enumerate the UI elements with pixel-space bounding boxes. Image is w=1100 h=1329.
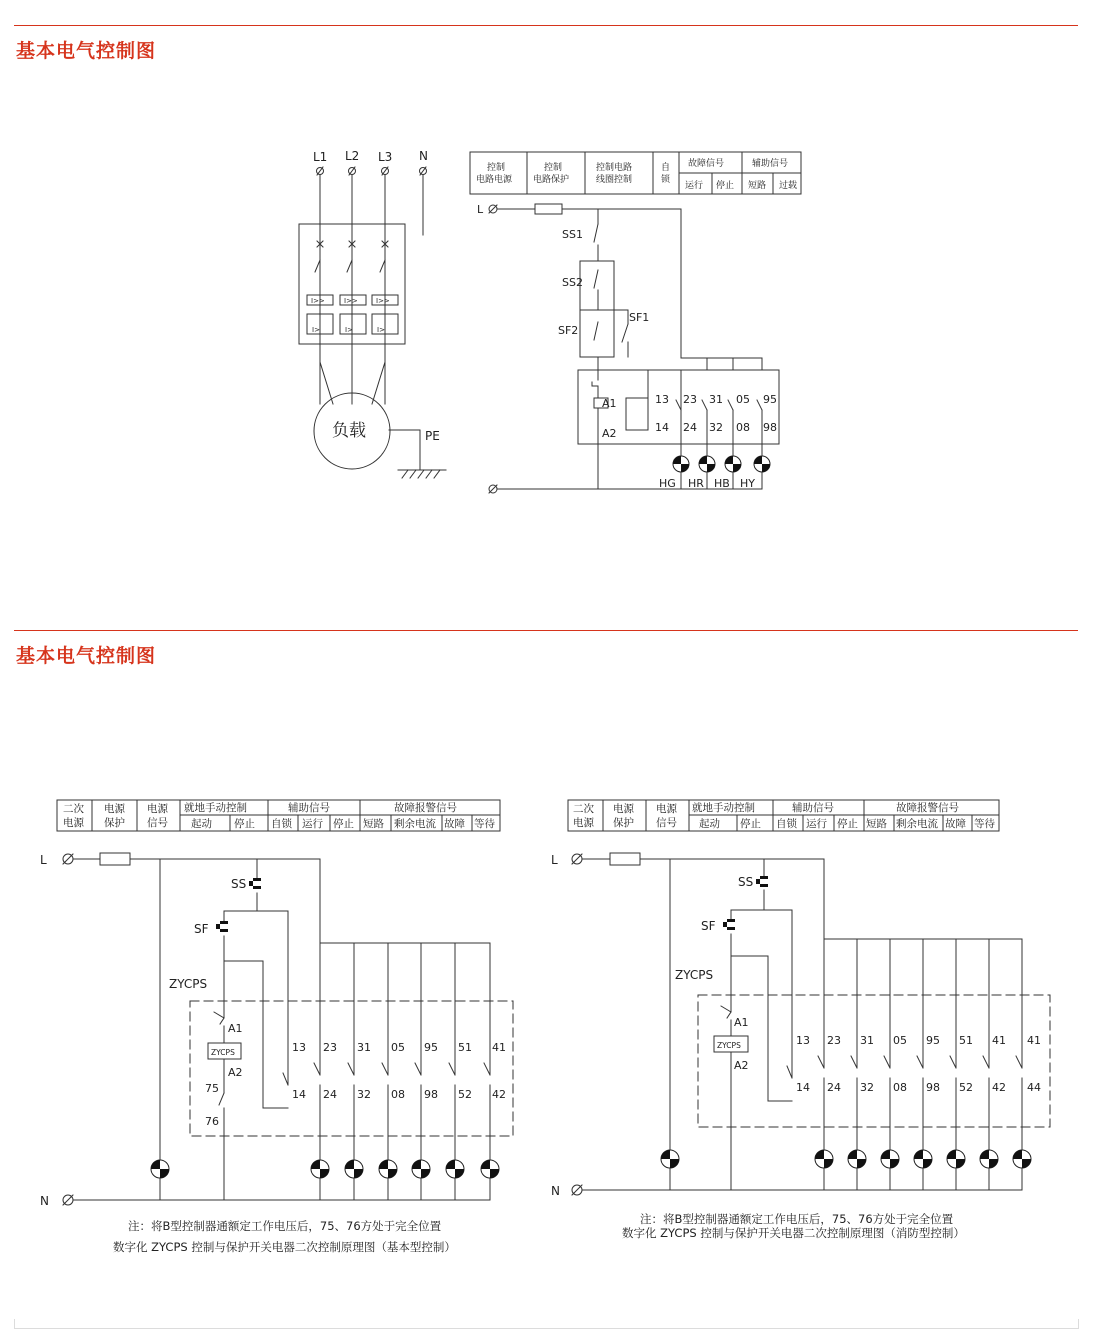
lamp [980, 1150, 998, 1168]
lamp [379, 1160, 397, 1178]
svg-text:电源: 电源 [656, 803, 677, 815]
svg-text:线圈控制: 线圈控制 [596, 175, 633, 185]
svg-text:电源: 电源 [104, 803, 125, 815]
svg-text:二次: 二次 [573, 803, 594, 815]
svg-text:电源: 电源 [63, 817, 84, 829]
svg-text:13: 13 [292, 1041, 306, 1054]
svg-text:SS: SS [738, 875, 754, 889]
svg-text:ZYCPS: ZYCPS [717, 1041, 741, 1050]
label-l3: L3 [378, 150, 393, 164]
svg-text:I>>: I>> [376, 297, 390, 305]
svg-text:控制: 控制 [544, 163, 563, 173]
svg-text:电源: 电源 [573, 817, 594, 829]
lamp [914, 1150, 932, 1168]
svg-text:41: 41 [492, 1041, 506, 1054]
svg-text:52: 52 [458, 1088, 472, 1101]
lamp-hb [725, 456, 741, 472]
lamp [311, 1160, 329, 1178]
section-2-rule [14, 630, 1078, 631]
svg-text:75: 75 [205, 1082, 219, 1095]
svg-text:05: 05 [736, 393, 750, 406]
fuse [535, 204, 562, 214]
svg-text:98: 98 [424, 1088, 438, 1101]
svg-text:过载: 过载 [779, 181, 798, 191]
svg-text:运行: 运行 [302, 818, 323, 830]
svg-text:剩余电流: 剩余电流 [394, 818, 436, 830]
control-l-label: L [477, 203, 484, 216]
svg-text:故障: 故障 [945, 818, 966, 830]
control-terminals [489, 205, 497, 493]
label-l1: L1 [313, 150, 328, 164]
svg-text:51: 51 [959, 1034, 973, 1047]
right-circuit-lines [583, 853, 1050, 1190]
lamp [345, 1160, 363, 1178]
svg-text:13: 13 [655, 393, 669, 406]
svg-text:辅助信号: 辅助信号 [792, 802, 834, 814]
switch-ss2: SS2 [562, 276, 583, 289]
svg-text:故障报警信号: 故障报警信号 [394, 802, 457, 814]
svg-text:95: 95 [424, 1041, 438, 1054]
svg-text:31: 31 [357, 1041, 371, 1054]
svg-text:就地手动控制: 就地手动控制 [692, 802, 755, 814]
svg-text:自: 自 [661, 163, 671, 173]
lamp [661, 1150, 679, 1168]
section-2-title: 基本电气控制图 [16, 645, 157, 667]
svg-text:24: 24 [683, 421, 697, 434]
svg-text:起动: 起动 [191, 818, 212, 830]
svg-text:14: 14 [655, 421, 669, 434]
svg-text:SF: SF [194, 922, 209, 936]
svg-text:98: 98 [763, 421, 777, 434]
svg-text:23: 23 [323, 1041, 337, 1054]
right-note-2: 数字化 ZYCPS 控制与保护开关电器二次控制原理图（消防型控制） [622, 1226, 965, 1240]
svg-text:51: 51 [458, 1041, 472, 1054]
lamp-label-hr: HR [688, 477, 704, 490]
lamp [815, 1150, 833, 1168]
svg-text:故障报警信号: 故障报警信号 [896, 802, 959, 814]
svg-text:保护: 保护 [613, 817, 634, 829]
right-l-label: L [551, 853, 558, 867]
svg-text:电路保护: 电路保护 [533, 175, 570, 185]
right-terminals [572, 854, 582, 1195]
svg-text:等待: 等待 [974, 818, 995, 830]
svg-text:SF: SF [701, 919, 716, 933]
svg-text:52: 52 [959, 1081, 973, 1094]
coil-a2: A2 [602, 427, 617, 440]
lamp [881, 1150, 899, 1168]
svg-text:23: 23 [827, 1034, 841, 1047]
trip-labels [311, 297, 390, 334]
coil-a1: A1 [602, 397, 617, 410]
svg-text:电路电源: 电路电源 [476, 175, 513, 185]
left-diagram [40, 800, 513, 1254]
svg-text:A1: A1 [228, 1022, 243, 1035]
svg-text:保护: 保护 [104, 817, 125, 829]
lamp-label-hg: HG [659, 477, 676, 490]
lamp [412, 1160, 430, 1178]
left-terminals [63, 854, 73, 1205]
section-1-title: 基本电气控制图 [16, 40, 157, 62]
svg-text:08: 08 [893, 1081, 907, 1094]
switch-sf2: SF2 [558, 324, 579, 337]
svg-text:短路: 短路 [748, 181, 767, 191]
svg-text:I>>: I>> [311, 297, 325, 305]
left-note-2: 数字化 ZYCPS 控制与保护开关电器二次控制原理图（基本型控制） [113, 1240, 456, 1254]
left-l-label: L [40, 853, 47, 867]
main-circuit-labels [311, 149, 440, 443]
svg-text:停止: 停止 [333, 818, 354, 830]
signal-lamps [673, 456, 770, 472]
svg-text:31: 31 [709, 393, 723, 406]
main-circuit [299, 175, 446, 478]
svg-text:14: 14 [796, 1081, 810, 1094]
svg-text:SS: SS [231, 877, 247, 891]
svg-text:A1: A1 [734, 1016, 749, 1029]
left-labels [40, 853, 506, 1254]
svg-text:锁: 锁 [661, 175, 671, 185]
svg-text:自锁: 自锁 [271, 818, 292, 830]
svg-text:ZYCPS: ZYCPS [675, 968, 714, 982]
svg-text:05: 05 [893, 1034, 907, 1047]
switch-sf1: SF1 [629, 311, 650, 324]
svg-text:44: 44 [1027, 1081, 1041, 1094]
svg-text:32: 32 [709, 421, 723, 434]
svg-text:I>: I> [345, 326, 353, 334]
svg-text:信号: 信号 [147, 817, 168, 829]
svg-text:ZYCPS: ZYCPS [211, 1048, 235, 1057]
pe-label: PE [425, 429, 440, 443]
control-circuit-lines [497, 204, 779, 489]
svg-text:05: 05 [391, 1041, 405, 1054]
svg-text:故障: 故障 [444, 818, 465, 830]
lamp-hy [754, 456, 770, 472]
terminal-marks [317, 167, 427, 175]
svg-text:控制电路: 控制电路 [596, 163, 633, 173]
svg-text:I>: I> [377, 326, 385, 334]
svg-text:42: 42 [992, 1081, 1006, 1094]
lamp [151, 1160, 169, 1178]
svg-text:信号: 信号 [656, 817, 677, 829]
lamp [947, 1150, 965, 1168]
svg-text:I>: I> [312, 326, 320, 334]
svg-text:08: 08 [736, 421, 750, 434]
svg-text:辅助信号: 辅助信号 [752, 159, 789, 169]
svg-text:76: 76 [205, 1115, 219, 1128]
svg-text:A2: A2 [228, 1066, 243, 1079]
label-l2: L2 [345, 149, 360, 163]
right-controller-box [698, 995, 1050, 1127]
svg-text:24: 24 [827, 1081, 841, 1094]
left-note-1: 注：将B型控制器通额定工作电压后，75、76方处于完全位置 [128, 1219, 442, 1233]
svg-text:95: 95 [926, 1034, 940, 1047]
right-note-1: 注：将B型控制器通额定工作电压后，75、76方处于完全位置 [640, 1212, 954, 1226]
svg-text:辅助信号: 辅助信号 [288, 802, 330, 814]
svg-text:就地手动控制: 就地手动控制 [184, 802, 247, 814]
left-lamps [151, 1160, 499, 1178]
svg-text:停止: 停止 [234, 818, 255, 830]
svg-text:32: 32 [860, 1081, 874, 1094]
switch-ss1: SS1 [562, 228, 583, 241]
svg-text:A2: A2 [734, 1059, 749, 1072]
svg-text:运行: 运行 [806, 818, 827, 830]
svg-text:等待: 等待 [474, 818, 495, 830]
control-labels [477, 203, 777, 490]
svg-text:98: 98 [926, 1081, 940, 1094]
svg-text:自锁: 自锁 [776, 818, 797, 830]
right-labels [551, 853, 1041, 1240]
svg-text:二次: 二次 [63, 803, 84, 815]
svg-text:起动: 起动 [699, 818, 720, 830]
svg-text:停止: 停止 [716, 181, 735, 191]
svg-text:剩余电流: 剩余电流 [896, 818, 938, 830]
load-label: 负载 [332, 421, 366, 441]
svg-text:41: 41 [992, 1034, 1006, 1047]
svg-text:23: 23 [683, 393, 697, 406]
svg-text:电源: 电源 [613, 803, 634, 815]
label-n: N [419, 149, 428, 163]
svg-text:ZYCPS: ZYCPS [169, 977, 208, 991]
svg-text:电源: 电源 [147, 803, 168, 815]
svg-text:故障信号: 故障信号 [688, 159, 725, 169]
svg-text:控制: 控制 [487, 163, 506, 173]
lamp-hg [673, 456, 689, 472]
svg-text:短路: 短路 [363, 818, 384, 830]
lamp-label-hy: HY [740, 477, 755, 490]
control-header-text [476, 157, 797, 191]
right-diagram [551, 800, 1050, 1240]
lamp-hr [699, 456, 715, 472]
left-n-label: N [40, 1194, 49, 1208]
svg-text:短路: 短路 [866, 818, 887, 830]
svg-text:14: 14 [292, 1088, 306, 1101]
svg-text:运行: 运行 [685, 181, 704, 191]
svg-text:08: 08 [391, 1088, 405, 1101]
svg-text:停止: 停止 [740, 818, 761, 830]
lamp [1013, 1150, 1031, 1168]
right-lamps [661, 1150, 1031, 1168]
lamp [848, 1150, 866, 1168]
svg-text:32: 32 [357, 1088, 371, 1101]
svg-text:I>>: I>> [344, 297, 358, 305]
svg-text:停止: 停止 [837, 818, 858, 830]
lamp [481, 1160, 499, 1178]
svg-text:13: 13 [796, 1034, 810, 1047]
svg-text:31: 31 [860, 1034, 874, 1047]
svg-text:42: 42 [492, 1088, 506, 1101]
svg-text:41: 41 [1027, 1034, 1041, 1047]
svg-text:24: 24 [323, 1088, 337, 1101]
right-n-label: N [551, 1184, 560, 1198]
left-circuit-lines [74, 853, 513, 1200]
svg-text:95: 95 [763, 393, 777, 406]
lamp [446, 1160, 464, 1178]
lamp-label-hb: HB [714, 477, 730, 490]
